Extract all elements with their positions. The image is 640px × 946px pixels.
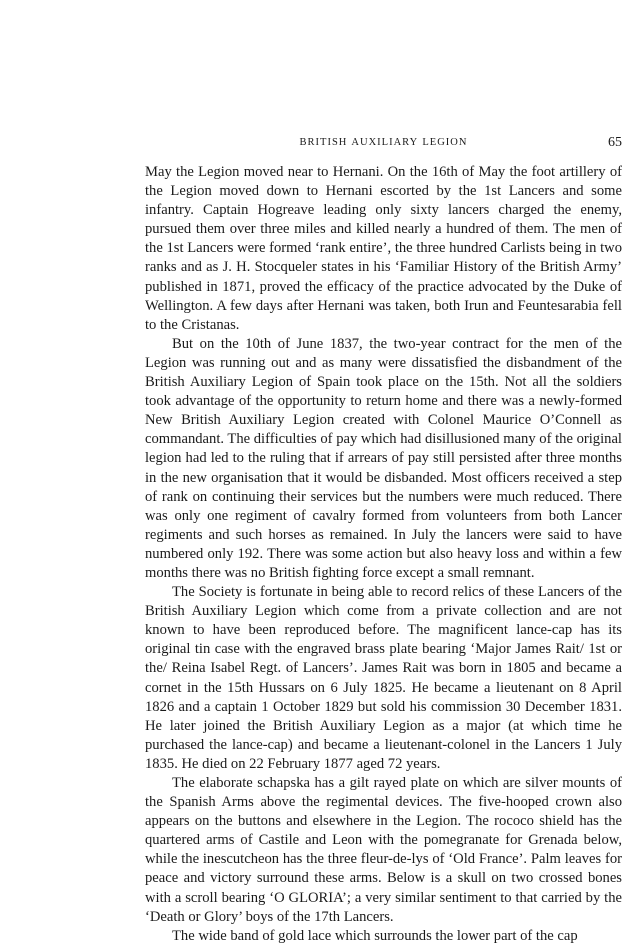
book-page [145, 0, 622, 944]
paragraph-schapska: The elaborate schapska has a gilt rayed plate on which are silver mounts of the Spanish Arms above the regimental devices. The five-hooped crown also appears on the buttons and elsewhere in the Legion. The rococo shield has the quartered arms of Castile and Leon with the pomegranate for Grenada below, while the inescutcheon has the three fleur-de-lys of ‘Old France’. Palm leaves for peace and victory surround these arms. Below is a skull on two crossed bones with a scroll bearing ‘O GLORIA’; a very similar sentiment to that carried by the ‘Death or Glory’ boys of the 17th Lancers. [145, 775, 622, 925]
paragraph-continuation: May the Legion moved near to Hernani. On the 16th of May the foot artillery of the Legion moved down to Hernani escorted by the 1st Lancers and some infantry. Captain Hogreave leading only sixty lancers charged the enemy, pursued them over three miles and killed nearly a hundred of them. The men of the 1st Lancers were formed ‘rank entire’, the three hundred Carlists being in two ranks and as J. H. Stocqueler states in his ‘Familiar History of the British Army’ published in 1871, proved the efficacy of the practice advocated by the Duke of Wellington. A few days after Hernani was taken, both Irun and Feuntesarabia fell to the Cristanas. [145, 164, 622, 333]
paragraph-relics: The Society is fortunate in being able to record relics of these Lancers of the British Auxiliary Legion which come from a private collection and are not known to have been reproduced before. The magnificent lance-cap has its original tin case with the engraved brass plate bearing ‘Major James Rait/ 1st or the/ Reina Isabel Regt. of Lancers’. James Rait was born in 1805 and became a cornet in the 15th Hussars on 6 July 1825. He became a lieutenant on 8 April 1826 and a captain 1 October 1829 but sold his commission 30 December 1831. He later joined the British Auxiliary Legion as a major (at which time he purchased the lance-cap) and became a lieutenant-colonel in the Lancers 1 July 1835. He died on 22 February 1877 aged 72 years. [145, 584, 622, 772]
paragraph-gold-lace: The wide band of gold lace which surrounds the lower part of the cap [172, 927, 578, 944]
body-text [145, 163, 622, 946]
running-title: BRITISH AUXILIARY LEGION [299, 137, 468, 148]
page-number: 65 [608, 135, 622, 150]
running-head [145, 137, 622, 155]
paragraph-disbandment: But on the 10th of June 1837, the two-year contract for the men of the Legion was running out and as many were dissatisfied the disbandment of the British Auxiliary Legion of Spain took place on the 15th. Not all the soldiers took advantage of the opportunity to return home and there was a newly-formed New British Auxiliary Legion created with Colonel Maurice O’Connell as commandant. The difficulties of pay which had disillusioned many of the original legion had led to the ruling that if arrears of pay still persisted after three months in the new organisation that it would be disbanded. Most officers received a step of rank on continuing their services but the numbers were much reduced. There was only one regiment of cavalry formed from volunteers from both Lancer regiments and such horses as remained. In July the lancers were said to have numbered only 192. There was some action but also heavy loss and within a few months there was no British fighting force except a small remnant. [145, 335, 622, 581]
